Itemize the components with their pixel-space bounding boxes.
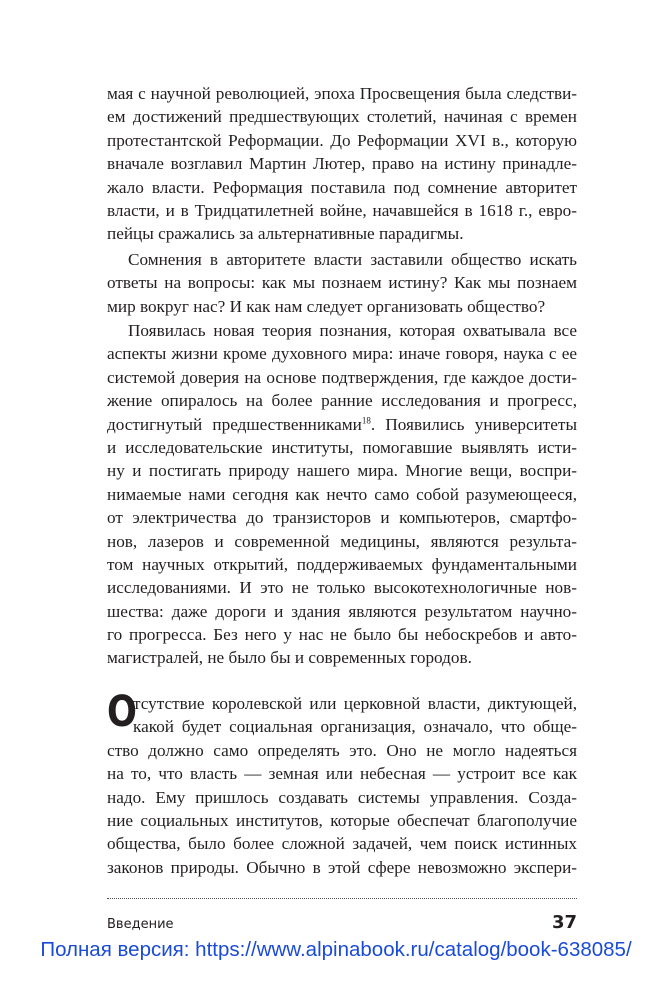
text-fragment: . Появились университеты xyxy=(370,414,577,434)
text-line: жение опиралось на более ранние исследования и прогресс, xyxy=(107,391,577,411)
footnote-marker[interactable]: 18 xyxy=(361,414,371,425)
text-line: мир вокруг нас? И как нам следует организовать общество? xyxy=(107,296,546,316)
text-line: общества, было более сложной задачей, чем поиск истинных xyxy=(107,834,577,854)
text-line: ство должно само определять это. Оно не могло надеяться xyxy=(107,740,577,760)
text-line: Появилась новая теория познания, которая охватывала все xyxy=(128,321,577,340)
text-line: аспекты жизни кроме духовного мира: иначе говоря, наука с ее xyxy=(107,344,577,364)
text-line: том научных открытий, поддерживаемых фундаментальными xyxy=(107,554,577,574)
text-line: тсутствие королевской или церковной власти, диктующей, xyxy=(133,694,577,713)
page-number: 37 xyxy=(551,912,577,933)
running-footer-section: Введение xyxy=(107,917,174,932)
text-line: пейцы сражались за альтернативные парадигмы. xyxy=(107,224,464,244)
text-line: на то, что власть — земная или небесная — устроит все как xyxy=(107,764,577,784)
full-version-link[interactable]: Полная версия: https://www.alpinabook.ru/catalog/book-638085/ xyxy=(40,938,632,961)
paragraph-4 xyxy=(107,687,577,879)
text-line: системой доверия на основе подтверждения, где каждое дости- xyxy=(107,367,577,387)
text-line: магистралей, не было бы и современных городов. xyxy=(107,648,472,668)
text-line: вначале возглавил Мартин Лютер, право на истину принадле- xyxy=(107,154,577,174)
text-line: исследованиями. И это не только высокотехнологичные нов- xyxy=(107,578,577,598)
text-line: протестантской Реформации. До Реформации XVI в., которую xyxy=(107,130,577,150)
paragraph-2 xyxy=(107,248,577,318)
text-line: от электричества до транзисторов и компьютеров, смартфо- xyxy=(107,508,577,528)
text-line: мая с научной революцией, эпоха Просвещения была следстви- xyxy=(107,84,577,103)
text-fragment: достигнутый предшественниками xyxy=(107,414,362,434)
text-line-with-footnote xyxy=(107,413,577,436)
drop-cap-letter: О xyxy=(107,687,137,737)
text-line: Сомнения в авторитете власти заставили общество искать xyxy=(128,250,577,269)
text-line: власти, и в Тридцатилетней войне, начавшейся в 1618 г., евро- xyxy=(107,200,577,220)
text-line: жало власти. Реформация поставила под сомнение авторитет xyxy=(107,177,577,197)
text-line: какой будет социальная организация, означало, что обще- xyxy=(133,717,577,737)
text-line: ответы на вопросы: как мы познаем истину? Как мы познаем xyxy=(107,273,577,293)
paragraph-3 xyxy=(107,319,577,670)
text-line: ние социальных институтов, которые обеспечат благополучие xyxy=(107,810,577,830)
paragraph-1 xyxy=(107,82,577,246)
footer-divider xyxy=(107,898,577,899)
text-line: го прогресса. Без него у нас не было бы небоскребов и авто- xyxy=(107,625,577,645)
text-line: ем достижений предшествующих столетий, начиная с времен xyxy=(107,107,577,127)
text-line: ну и постигать природу нашего мира. Многие вещи, воспри- xyxy=(107,461,577,481)
text-line: надо. Ему пришлось создавать системы управления. Созда- xyxy=(107,787,577,807)
text-line: законов природы. Обычно в этой сфере невозможно экспери- xyxy=(107,857,577,877)
text-line: шества: даже дороги и здания являются результатом научно- xyxy=(107,601,577,621)
text-line: нимаемые нами сегодня как нечто само собой разумеющееся, xyxy=(107,484,577,504)
text-line: и исследовательские институты, помогавшие выявлять исти- xyxy=(107,437,577,457)
text-line: нов, лазеров и современной медицины, являются результа- xyxy=(107,531,577,551)
